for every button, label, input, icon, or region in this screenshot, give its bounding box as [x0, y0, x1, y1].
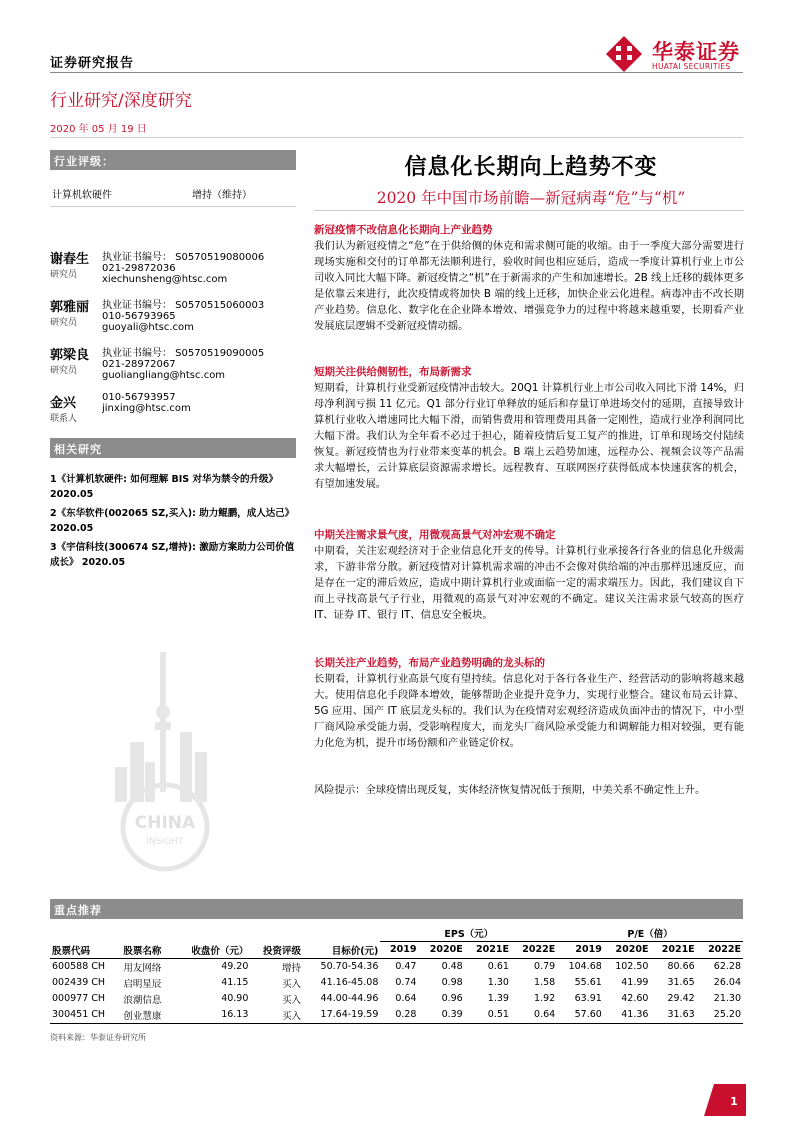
eps-group-header: EPS（元）	[380, 925, 557, 942]
analyst-phone: 010-56793965	[102, 311, 176, 322]
analyst-email[interactable]: guoyali@htsc.com	[102, 322, 194, 333]
col-header: 2020E	[429, 944, 463, 956]
rating-title: 行业评级：	[50, 150, 296, 170]
china-insight-watermark-icon	[100, 622, 230, 892]
huatai-logo-icon	[604, 34, 644, 72]
header-divider	[50, 72, 743, 73]
section-paragraph: 短期看，计算机行业受新冠疫情冲击较大。20Q1 计算机行业上市公司收入同比下滑 14%，归母净利润亏损 11 亿元。Q1 部分行业订单释放的延后和存量订单进场交付的延期，直接导致计算机行业收入增速同比大幅下滑，而销售费用和管理费用具备一定刚性，造成行业净利润同比大幅下滑。我们认为全年看不必过于担心，随着疫情后复工复产的推进，订单和现场交付陆续恢复。新冠疫情也为行业带来变革的机会。B 端上云趋势加速，远程办公、视频会议等产品需求大幅增长，云计算底层资源需求增长。远程教育、互联网医疗获得低成本快速获客的机会，有望加速发展。	[314, 382, 744, 490]
related-item[interactable]: 3《宇信科技(300674 SZ,增持): 激励方案助力公司价值成长》 2020.05	[50, 542, 295, 568]
col-header: 2021E	[476, 944, 509, 956]
report-type: 证券研究报告	[50, 56, 135, 71]
page-number-tab	[704, 1084, 746, 1116]
col-header: 收盘价（元）	[191, 945, 249, 957]
table-row: 000977 CH 浪潮信息 40.90 买入 44.00-44.96 0.64 0.96 1.39 1.92 63.91 42.60 29.42 21.30	[52, 993, 741, 1006]
col-header: 2019	[575, 944, 602, 956]
section-heading: 新冠疫情不改信息化长期向上产业趋势	[314, 224, 493, 236]
col-header: 2019	[390, 944, 417, 956]
analyst-name: 郭梁良	[50, 348, 90, 363]
title-divider	[314, 210, 744, 211]
analyst-role: 研究员	[50, 318, 78, 328]
section-heading: 短期关注供给侧韧性，布局新需求	[314, 366, 472, 378]
analyst-name: 金兴	[50, 396, 77, 411]
analyst-role: 研究员	[50, 366, 78, 376]
col-header: 目标价(元)	[331, 945, 379, 957]
analyst-email[interactable]: xiechunsheng@htsc.com	[102, 274, 228, 285]
section-heading: 长期关注产业趋势，布局产业趋势明确的龙头标的	[314, 657, 545, 669]
analyst-cert: 执业证书编号： S0570519090005	[102, 348, 265, 359]
col-header: 股票代码	[52, 945, 91, 957]
industry-name: 计算机软硬件	[52, 190, 112, 201]
col-header: 股票名称	[123, 945, 162, 957]
analyst-phone: 010-56793957	[102, 392, 176, 403]
logo-name-cn: 华泰证券	[652, 40, 740, 64]
analyst-role: 联系人	[50, 414, 78, 424]
report-date: 2020 年 05 月 19 日	[50, 124, 147, 135]
related-item[interactable]: 1《计算机软硬件: 如何理解 BIS 对华为禁令的升级》 2020.05	[50, 474, 278, 500]
analyst-name: 谢春生	[50, 252, 90, 267]
analyst-cert: 执业证书编号： S0570515060003	[102, 300, 265, 311]
analyst-phone: 021-29872036	[102, 263, 176, 274]
section-paragraph: 我们认为新冠疫情之“危”在于供给侧的休克和需求侧可能的收缩。由于一季度大部分需要进行现场实施和交付的订单都无法顺利进行，验收时间也相应延后，造成一季度计算机行业上市公司收入同比大幅下降。新冠疫情之“机”在于新需求的产生和加速增长。2B 线上迁移的载体更多是依靠云来进行，此次疫情或将加快 B 端的线上迁移，加快企业云化进程。病毒冲击不改长期产业趋势。信息化、数字化在企业降本增效、增强竞争力的过程中将越来越重要，长期看产业发展底层逻辑不受新冠疫情动摇。	[314, 240, 744, 332]
logo-name-en: HUATAI SECURITIES	[652, 62, 731, 71]
col-header: 2022E	[708, 944, 741, 956]
table-row: 002439 CH 启明星辰 41.15 买入 41.16-45.08 0.74 0.98 1.30 1.58 55.61 41.99 31.65 26.04	[52, 977, 741, 990]
analyst-email[interactable]: guoliangliang@htsc.com	[102, 370, 226, 381]
report-subtitle: 2020 年中国市场前瞻—新冠病毒“危”与“机”	[376, 189, 686, 207]
table-row: 600588 CH 用友网络 49.20 增持 50.70-54.36 0.47 0.48 0.61 0.79 104.68 102.50 80.66 62.28	[52, 961, 741, 974]
table-source: 资料来源：华泰证券研究所	[50, 1033, 146, 1042]
table-title: 重点推荐	[50, 899, 743, 919]
col-header: 2020E	[615, 944, 649, 956]
risk-note: 风险提示：全球疫情出现反复，实体经济恢复情况低于预期，中美关系不确定性上升。	[314, 784, 706, 796]
analyst-role: 研究员	[50, 270, 78, 280]
header-divider-2	[50, 137, 743, 138]
recommendation-table	[50, 925, 743, 1024]
pe-group-header: P/E（倍）	[557, 925, 743, 942]
report-category: 行业研究/深度研究	[50, 91, 192, 111]
analyst-phone: 021-28972067	[102, 359, 176, 370]
sidebar-divider	[50, 206, 296, 207]
col-header: 2022E	[522, 944, 556, 956]
industry-rating: 增持（维持）	[192, 190, 252, 201]
related-title: 相关研究	[50, 438, 296, 458]
section-heading: 中期关注需求景气度，用微观高景气对冲宏观不确定	[314, 529, 556, 541]
section-paragraph: 中期看，关注宏观经济对于企业信息化开支的传导。计算机行业承接各行各业的信息化升级需求，下游非常分散。新冠疫情对计算机需求端的冲击不会像对供给端的冲击那样迅速反应，而是存在一定的滞后效应，造成中期计算机行业或面临一定的需求端压力。因此，我们建议自下而上寻找高景气子行业，用微观的高景气对冲宏观的不确定。建议关注需求景气较高的医疗 IT、证券 IT、银行 IT、信息安全板块。	[314, 545, 744, 621]
related-item[interactable]: 2《东华软件(002065 SZ,买入): 助力鲲鹏，成人达己》 2020.05	[50, 508, 295, 534]
page-number: 1	[730, 1095, 738, 1108]
table-row: 300451 CH 创业慧康 16.13 买入 17.64-19.59 0.28 0.39 0.51 0.64 57.60 41.36 31.63 25.20	[50, 1007, 743, 1024]
watermark-line-2: INSIGHT	[146, 837, 184, 847]
col-header: 2021E	[661, 944, 695, 956]
section-paragraph: 长期看，计算机行业高景气度有望持续。信息化对于各行各业生产、经营活动的影响将越来越大。使用信息化手段降本增效，能够帮助企业提升竞争力，实现行业整合。建议布局云计算、5G 应用、国产 IT 底层龙头标的。我们认为在疫情对宏观经济造成负面冲击的情况下，中小型厂商风险承受能力弱，受影响程度大，而龙头厂商风险承受能力和调解能力相对较强，更有能力化危为机，提升市场份额和产业链定价权。	[314, 673, 744, 749]
analyst-cert: 执业证书编号： S0570519080006	[102, 252, 265, 263]
watermark-line-1: CHINA	[134, 813, 196, 833]
analyst-email[interactable]: jinxing@htsc.com	[102, 403, 191, 414]
analyst-name: 郭雅丽	[50, 300, 90, 315]
col-header: 投资评级	[262, 945, 301, 957]
report-title: 信息化长期向上趋势不变	[404, 154, 658, 180]
